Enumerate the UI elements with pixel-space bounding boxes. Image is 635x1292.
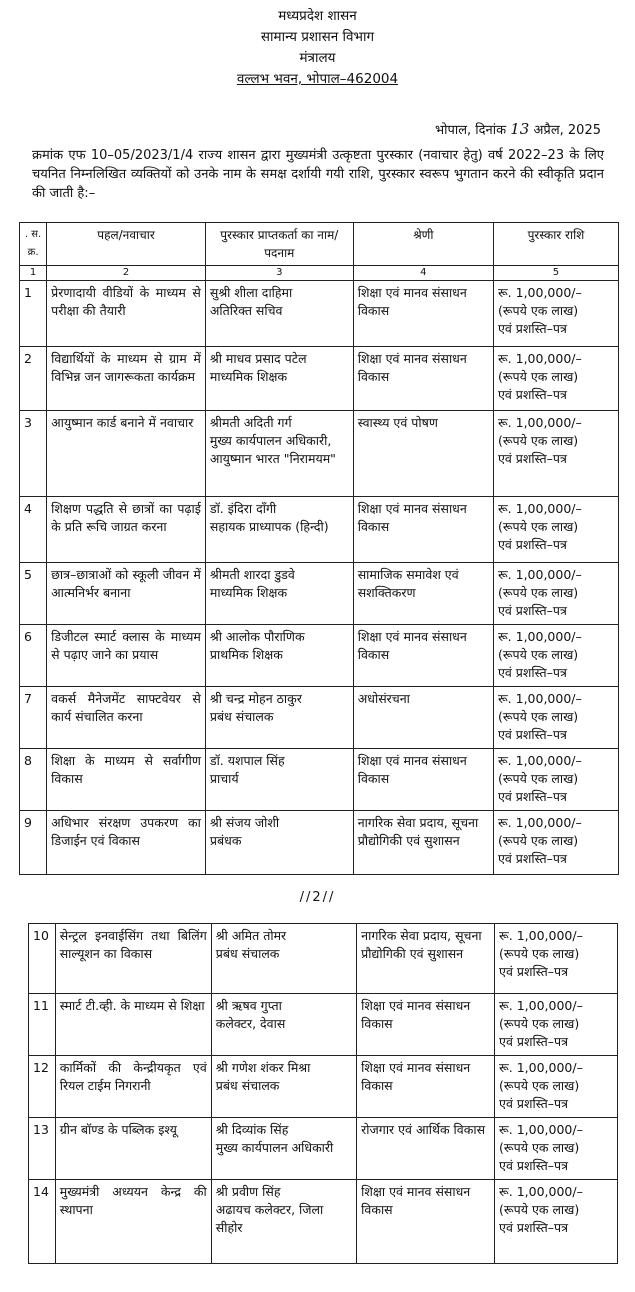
department-name: सामान्य प्रशासन विभाग (260, 29, 375, 45)
row-sr: 6 (20, 625, 47, 687)
col-index: 5 (493, 266, 618, 281)
recipient-designation: मुख्य कार्यपालन अधिकारी, आयुष्मान भारत "निरामयम" (209, 433, 336, 466)
row-initiative: वकर्स मैनेजमेंट साफ्टवेयर से कार्य संचालित करना (47, 687, 206, 749)
column-index-row (20, 266, 619, 281)
row-sr: 8 (20, 749, 47, 811)
amount-certificate: एवं प्रशस्ति–पत्र (497, 727, 567, 742)
row-recipient (205, 811, 353, 875)
row-initiative: प्रेरणादायी वीडियों के माध्यम से परीक्षा की तैयारी (47, 281, 206, 347)
amount-certificate: एवं प्रशस्ति–पत्र (497, 789, 567, 804)
recipient-designation: प्रबंध संचालक (209, 709, 274, 724)
table-row (29, 1056, 618, 1118)
row-initiative: छात्र–छात्राओं को स्कूली जीवन में आत्मनिर्भर बनाना (47, 563, 206, 625)
recipient-name: श्री प्रवीण सिंह (215, 1184, 281, 1199)
row-sr: 1 (20, 281, 47, 347)
amount-certificate: एवं प्रशस्ति–पत्र (497, 603, 567, 618)
row-initiative: अधिभार संरक्षण उपकरण का डिजाईन एवं विकास (47, 811, 206, 875)
row-recipient (205, 687, 353, 749)
row-amount (493, 749, 618, 811)
row-recipient (205, 625, 353, 687)
row-amount (493, 347, 618, 411)
row-category: शिक्षा एवं मानव संसाधन विकास (353, 749, 493, 811)
amount-value: रू. 1,00,000/– (497, 415, 582, 430)
amount-words: (रूपये एक लाख) (497, 433, 579, 448)
recipient-designation: अतिरिक्त सचिव (209, 303, 283, 318)
ministry-name: मंत्रालय (299, 50, 336, 66)
amount-certificate: एवं प्रशस्ति–पत्र (497, 665, 567, 680)
amount-value: रू. 1,00,000/– (499, 1060, 583, 1075)
amount-value: रू. 1,00,000/– (497, 629, 582, 644)
amount-certificate: एवं प्रशस्ति–पत्र (499, 1034, 568, 1049)
row-initiative: स्मार्ट टी.व्ही. के माध्यम से शिक्षा (55, 994, 211, 1056)
order-paragraph: क्रमांक एफ 10–05/2023/1/4 राज्य शासन द्वारा मुख्यमंत्री उत्कृष्टता पुरस्कार (नवाचार हेतु) वर्ष 2022–23 के लिए चयनित निम्नलिखित व्यक्तियों को उनके नाम के समक्ष दर्शायी गयी राशि, पुरस्कार स्वरूप भुगतान करने की स्वीकृति प्रदान की जाती है:– (32, 148, 604, 201)
row-sr: 3 (20, 411, 47, 497)
letterhead (0, 6, 635, 90)
row-amount (495, 1118, 618, 1180)
row-sr: 10 (29, 924, 56, 994)
recipient-name: श्रीमती अदिती गर्ग (209, 415, 292, 430)
amount-certificate: एवं प्रशस्ति–पत्र (499, 964, 568, 979)
table-row (20, 281, 619, 347)
row-recipient (211, 994, 356, 1056)
recipient-designation: प्रबंधक (209, 833, 242, 848)
recipient-name: श्री दिव्यांक सिंह (215, 1122, 289, 1137)
row-recipient (211, 1118, 356, 1180)
row-amount (495, 1180, 618, 1264)
amount-words: (रूपये एक लाख) (499, 1078, 580, 1093)
row-initiative: कार्मिकों की केन्द्रीयकृत एवं रियल टाईम निगरानी (55, 1056, 211, 1118)
row-initiative: मुख्यमंत्री अध्ययन केन्द्र की स्थापना (55, 1180, 211, 1264)
row-amount (493, 811, 618, 875)
row-category: सामाजिक समावेश एवं सशक्तिकरण (353, 563, 493, 625)
amount-words: (रूपये एक लाख) (497, 709, 579, 724)
amount-words: (रूपये एक लाख) (497, 585, 579, 600)
amount-value: रू. 1,00,000/– (497, 691, 582, 706)
amount-certificate: एवं प्रशस्ति–पत्र (497, 451, 567, 466)
amount-certificate: एवं प्रशस्ति–पत्र (499, 1096, 568, 1111)
recipient-designation: माध्यमिक शिक्षक (209, 369, 288, 384)
amount-certificate: एवं प्रशस्ति–पत्र (499, 1158, 568, 1173)
award-table-page2 (28, 923, 618, 1264)
recipient-designation: प्रबंध संचालक (215, 946, 280, 961)
row-category: शिक्षा एवं मानव संसाधन विकास (353, 281, 493, 347)
row-amount (493, 625, 618, 687)
row-recipient (205, 347, 353, 411)
row-initiative: विद्यार्थियों के माध्यम से ग्राम में विभिन्न जन जागरूकता कार्यक्रम (47, 347, 206, 411)
row-initiative: शिक्षण पद्धति से छात्रों का पढ़ाई के प्रति रूचि जाग्रत करना (47, 497, 206, 563)
row-category: नागरिक सेवा प्रदाय, सूचना प्रौद्योगिकी एवं सुशासन (353, 811, 493, 875)
col-header-amount: पुरस्कार राशि (493, 223, 618, 266)
table-row (20, 563, 619, 625)
amount-words: (रूपये एक लाख) (497, 833, 579, 848)
table-row (20, 347, 619, 411)
row-sr: 9 (20, 811, 47, 875)
row-sr: 2 (20, 347, 47, 411)
recipient-name: डॉ. यशपाल सिंह (209, 753, 285, 768)
row-recipient (211, 1180, 356, 1264)
row-recipient (205, 749, 353, 811)
recipient-name: श्री अमित तोमर (215, 928, 287, 943)
table-header-row (20, 223, 619, 266)
amount-value: रू. 1,00,000/– (499, 998, 583, 1013)
recipient-name: सुश्री शीला दाहिमा (209, 285, 293, 300)
amount-value: रू. 1,00,000/– (497, 501, 582, 516)
amount-certificate: एवं प्रशस्ति–पत्र (497, 387, 567, 402)
table-row (29, 1180, 618, 1264)
recipient-name: श्री गणेश शंकर मिश्रा (215, 1060, 311, 1075)
amount-words: (रूपये एक लाख) (499, 946, 580, 961)
row-initiative: डिजीटल स्मार्ट क्लास के माध्यम से पढ़ाए जाने का प्रयास (47, 625, 206, 687)
row-initiative: आयुष्मान कार्ड बनाने में नवाचार (47, 411, 206, 497)
row-recipient (211, 924, 356, 994)
row-amount (493, 411, 618, 497)
row-sr: 14 (29, 1180, 56, 1264)
page-marker: //2// (299, 890, 336, 905)
row-recipient (211, 1056, 356, 1118)
row-sr: 12 (29, 1056, 56, 1118)
date-prefix: भोपाल, दिनांक (434, 123, 507, 138)
col-header-name: पुरस्कार प्राप्तकर्ता का नाम/पदनाम (205, 223, 353, 266)
row-initiative: ग्रीन बॉण्ड के पब्लिक इश्यू (55, 1118, 211, 1180)
recipient-name: श्री आलोक पौराणिक (209, 629, 305, 644)
amount-value: रू. 1,00,000/– (497, 351, 582, 366)
table-row (20, 811, 619, 875)
row-category: रोजगार एवं आर्थिक विकास (357, 1118, 495, 1180)
amount-value: रू. 1,00,000/– (497, 285, 582, 300)
row-amount (493, 497, 618, 563)
recipient-name: श्री संजय जोशी (209, 815, 280, 830)
row-amount (495, 994, 618, 1056)
amount-words: (रूपये एक लाख) (497, 369, 579, 384)
table-row (29, 994, 618, 1056)
row-category: शिक्षा एवं मानव संसाधन विकास (357, 1180, 495, 1264)
row-recipient (205, 411, 353, 497)
amount-value: रू. 1,00,000/– (497, 753, 582, 768)
col-index: 1 (20, 266, 47, 281)
row-initiative: सेन्ट्रल इनवाईसिंग तथा बिलिंग साल्यूशन का विकास (55, 924, 211, 994)
row-category: शिक्षा एवं मानव संसाधन विकास (353, 625, 493, 687)
col-header-initiative: पहल/नवाचार (47, 223, 206, 266)
col-header-category: श्रेणी (353, 223, 493, 266)
amount-certificate: एवं प्रशस्ति–पत्र (497, 851, 567, 866)
amount-words: (रूपये एक लाख) (499, 1140, 580, 1155)
col-index: 4 (353, 266, 493, 281)
recipient-designation: कलेक्टर, देवास (215, 1016, 286, 1031)
row-sr: 13 (29, 1118, 56, 1180)
row-category: स्वास्थ्य एवं पोषण (353, 411, 493, 497)
amount-certificate: एवं प्रशस्ति–पत्र (499, 1220, 568, 1235)
date-line (435, 120, 601, 138)
table-row (29, 1118, 618, 1180)
recipient-name: श्रीमती शारदा डुडवे (209, 567, 295, 582)
address: वल्लभ भवन, भोपाल–462004 (236, 71, 399, 87)
row-category: शिक्षा एवं मानव संसाधन विकास (357, 994, 495, 1056)
recipient-designation: प्राथमिक शिक्षक (209, 647, 283, 662)
row-amount (493, 563, 618, 625)
row-amount (495, 1056, 618, 1118)
recipient-name: श्री माधव प्रसाद पटेल (209, 351, 307, 366)
table-row (20, 497, 619, 563)
row-category: शिक्षा एवं मानव संसाधन विकास (357, 1056, 495, 1118)
col-index: 2 (47, 266, 206, 281)
col-header-sr: . स. क्र. (20, 223, 47, 266)
recipient-designation: माध्यमिक शिक्षक (209, 585, 288, 600)
row-category: नागरिक सेवा प्रदाय, सूचना प्रौद्योगिकी एवं सुशासन (357, 924, 495, 994)
date-suffix: अप्रैल, 2025 (533, 123, 601, 138)
recipient-designation: प्रबंध संचालक (215, 1078, 280, 1093)
amount-certificate: एवं प्रशस्ति–पत्र (497, 537, 567, 552)
row-sr: 11 (29, 994, 56, 1056)
row-category: शिक्षा एवं मानव संसाधन विकास (353, 347, 493, 411)
amount-value: रू. 1,00,000/– (497, 567, 582, 582)
recipient-name: श्री चन्द्र मोहन ठाकुर (209, 691, 302, 706)
amount-words: (रूपये एक लाख) (497, 519, 579, 534)
row-recipient (205, 497, 353, 563)
govt-name: मध्यप्रदेश शासन (278, 8, 357, 24)
award-table-page1 (19, 222, 619, 875)
recipient-designation: सहायक प्राध्यापक (हिन्दी) (209, 519, 329, 534)
row-amount (493, 687, 618, 749)
row-initiative: शिक्षा के माध्यम से सर्वागीण विकास (47, 749, 206, 811)
table-row (20, 687, 619, 749)
date-day: 13 (510, 120, 530, 138)
recipient-designation: अढायच कलेक्टर, जिला सीहोर (215, 1202, 324, 1235)
row-sr: 4 (20, 497, 47, 563)
amount-value: रू. 1,00,000/– (499, 1122, 583, 1137)
amount-words: (रूपये एक लाख) (497, 771, 579, 786)
row-amount (493, 281, 618, 347)
row-recipient (205, 563, 353, 625)
row-category: अधोसंरचना (353, 687, 493, 749)
amount-words: (रूपये एक लाख) (499, 1016, 580, 1031)
row-amount (495, 924, 618, 994)
table-row (20, 625, 619, 687)
recipient-designation: प्राचार्य (209, 771, 239, 786)
recipient-name: डॉ. इंदिरा दाँगी (209, 501, 277, 516)
row-recipient (205, 281, 353, 347)
row-category: शिक्षा एवं मानव संसाधन विकास (353, 497, 493, 563)
recipient-designation: मुख्य कार्यपालन अधिकारी (215, 1140, 334, 1155)
amount-value: रू. 1,00,000/– (499, 1184, 583, 1199)
col-index: 3 (205, 266, 353, 281)
amount-words: (रूपये एक लाख) (497, 647, 579, 662)
amount-words: (रूपये एक लाख) (497, 303, 579, 318)
amount-value: रू. 1,00,000/– (497, 815, 582, 830)
table-row (20, 749, 619, 811)
recipient-name: श्री ऋषव गुप्ता (215, 998, 282, 1013)
table-row (29, 924, 618, 994)
row-sr: 7 (20, 687, 47, 749)
amount-value: रू. 1,00,000/– (499, 928, 583, 943)
amount-certificate: एवं प्रशस्ति–पत्र (497, 321, 567, 336)
amount-words: (रूपये एक लाख) (499, 1202, 580, 1217)
row-sr: 5 (20, 563, 47, 625)
table-row (20, 411, 619, 497)
